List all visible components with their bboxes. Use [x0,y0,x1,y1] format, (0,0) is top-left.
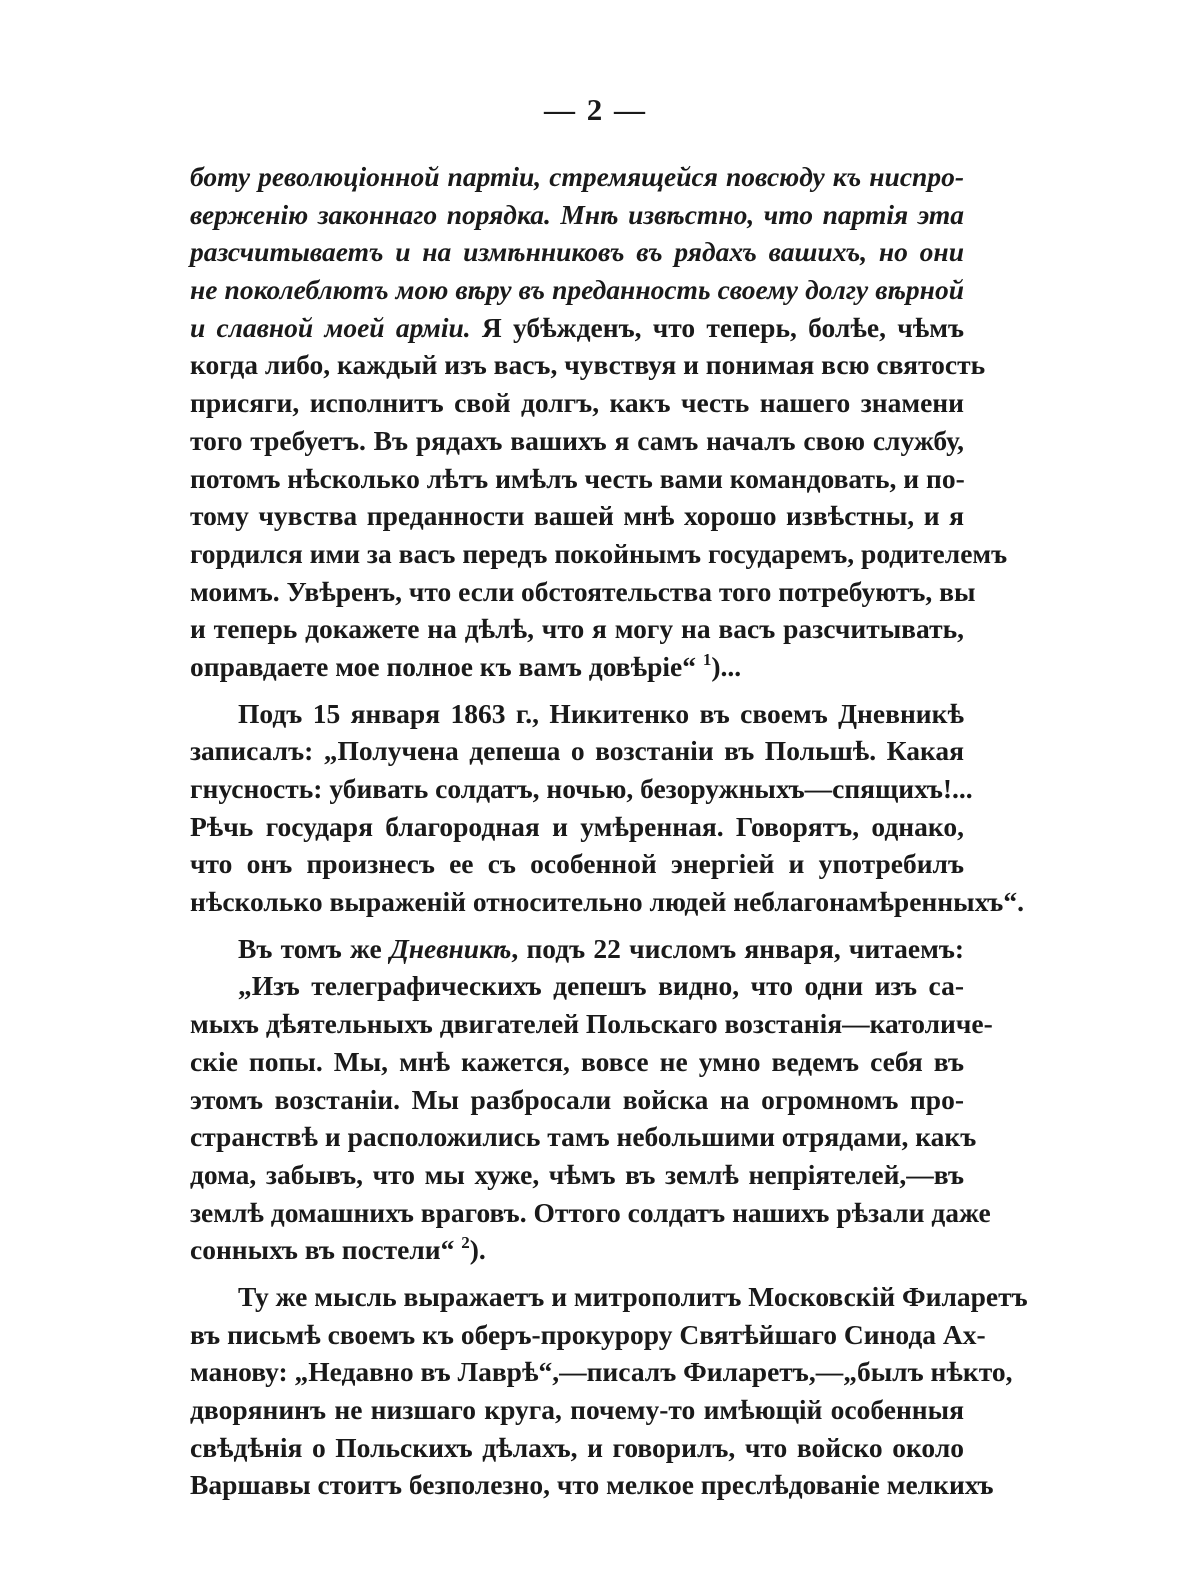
line-text: дома, забывъ, что мы хуже, чѣмъ въ землѣ непріятелей,—въ [190,1158,964,1190]
line-text: землѣ домашнихъ враговъ. Оттого солдатъ нашихъ рѣзали даже [190,1196,991,1228]
line-text: свѣдѣнія о Польскихъ дѣлахъ, и говорилъ, что войско около [190,1431,964,1463]
line-text: Варшавы стоитъ безполезно, что мелкое преслѣдованіе мелкихъ [190,1469,994,1501]
line-text: Рѣчь государя благородная и умѣренная. Говорятъ, однако, [190,810,964,842]
line-text: въ письмѣ своемъ къ оберъ-прокурору Святѣйшаго Синода Ах- [190,1318,986,1350]
text-line [190,497,964,535]
line-text: Я убѣжденъ, что теперь, болѣе, чѣмъ [470,311,964,343]
text-line [190,1391,964,1429]
text-line [190,732,964,770]
line-text: тому чувства преданности вашей мнѣ хорошо извѣстны, и я [190,500,964,532]
text-line [190,271,964,309]
text-line [190,648,964,686]
line-text: )... [711,650,742,682]
line-text: странствѣ и расположились тамъ небольшими отрядами, какъ [190,1121,977,1153]
text-line [190,1156,964,1194]
line-text: скіе попы. Мы, мнѣ кажется, вовсе не умно ведемъ себя въ [190,1045,964,1077]
text-line [190,883,1024,921]
line-text: , подъ 22 числомъ января, читаемъ: [511,932,965,964]
line-text: потомъ нѣсколько лѣтъ имѣлъ честь вами командовать, и по- [190,462,965,494]
text-line [190,158,964,196]
line-text: нѣсколько выраженій относительно людей неблагонамѣренныхъ“. [190,886,1024,918]
line-text: того требуетъ. Въ рядахъ вашихъ я самъ началъ свою службу, [190,424,964,456]
text-line [190,384,964,422]
text-line [190,346,986,384]
line-text: манову: „Недавно въ Лаврѣ“,—писалъ Филаретъ,—„былъ нѣкто, [190,1356,1013,1388]
line-text: присяги, исполнитъ свой долгъ, какъ честь нашего знамени [190,387,964,419]
text-line [190,1043,964,1081]
text-line [190,930,964,968]
text-line [190,770,973,808]
text-line [190,1118,977,1156]
text-line [190,573,976,611]
italic-text: верженію законнаго порядка. Мнѣ извѣстно, что партія эта [190,198,964,230]
paragraph-gap [190,921,964,930]
text-line [190,808,964,846]
text-line [190,1194,991,1232]
line-text: мыхъ дѣятельныхъ двигателей Польскаго возстанія—католиче- [190,1008,993,1040]
text-line [190,610,964,648]
text-line [190,1278,1028,1316]
text-line [190,422,964,460]
italic-text: разсчитываетъ и на измѣнниковъ въ рядахъ вашихъ, но они [190,236,964,268]
paragraph-gap [190,1269,964,1278]
page-number: — 2 — [544,92,647,127]
text-line [190,196,964,234]
text-line [190,967,964,1005]
line-text: „Изъ телеграфическихъ депешъ видно, что одни изъ са- [238,970,964,1002]
line-text: Ту же мысль выражаетъ и митрополитъ Московскій Филаретъ [238,1280,1028,1312]
line-text: Въ томъ же [238,932,390,964]
line-text: этомъ возстаніи. Мы разбросали войска на огромномъ про- [190,1083,964,1115]
body-text [190,158,1028,1504]
line-text: моимъ. Увѣренъ, что если обстоятельства того потребуютъ, вы [190,575,976,607]
line-text: гнусность: убивать солдатъ, ночью, безоружныхъ—спящихъ!... [190,773,973,804]
paragraph [190,930,993,1269]
paragraph [190,1278,1028,1504]
text-line [190,1466,994,1504]
text-line [190,695,964,733]
text-line [190,1231,964,1269]
italic-text: не поколеблютъ мою вѣру въ преданность своему долгу вѣрной [190,274,964,306]
line-text: и теперь докажете на дѣлѣ, что я могу на васъ разсчитывать, [190,613,964,645]
italic-text: Дневникѣ [389,932,512,964]
text-line [190,535,1008,573]
footnote-marker[interactable]: 1 [702,649,712,669]
text-line [190,1316,986,1354]
footnote-marker[interactable]: 2 [461,1233,470,1253]
line-text: Подъ 15 января 1863 г., Никитенко въ своемъ Дневникѣ [238,697,964,729]
line-text: гордился ими за васъ передъ покойнымъ государемъ, родителемъ [190,537,1008,569]
text-line [190,233,964,271]
text-line [190,460,964,498]
text-line [190,1005,993,1043]
paragraph [190,158,1008,686]
italic-text: боту революціонной партіи, стремящейся повсюду къ ниспро- [190,161,964,192]
paragraph [190,695,1024,921]
line-text: дворянинъ не низшаго круга, почему-то имѣющій особенныя [190,1394,964,1425]
text-line [190,845,964,883]
text-line [190,1429,964,1467]
line-text: когда либо, каждый изъ васъ, чувствуя и понимая всю святость [190,349,986,381]
text-line [190,309,964,347]
paragraph-gap [190,686,964,695]
line-text: записалъ: „Получена депеша о возстаніи въ Польшѣ. Какая [190,735,964,767]
text-line [190,1353,1013,1391]
line-text: оправдаете мое полное къ вамъ довѣріе“ [190,650,703,682]
line-text: сонныхъ въ постели“ [190,1234,462,1266]
italic-text: и славной моей арміи. [190,311,471,343]
line-text: что онъ произнесъ ее съ особенной энергіей и употребилъ [190,848,964,880]
line-text: ). [469,1234,486,1266]
text-line [190,1081,964,1119]
